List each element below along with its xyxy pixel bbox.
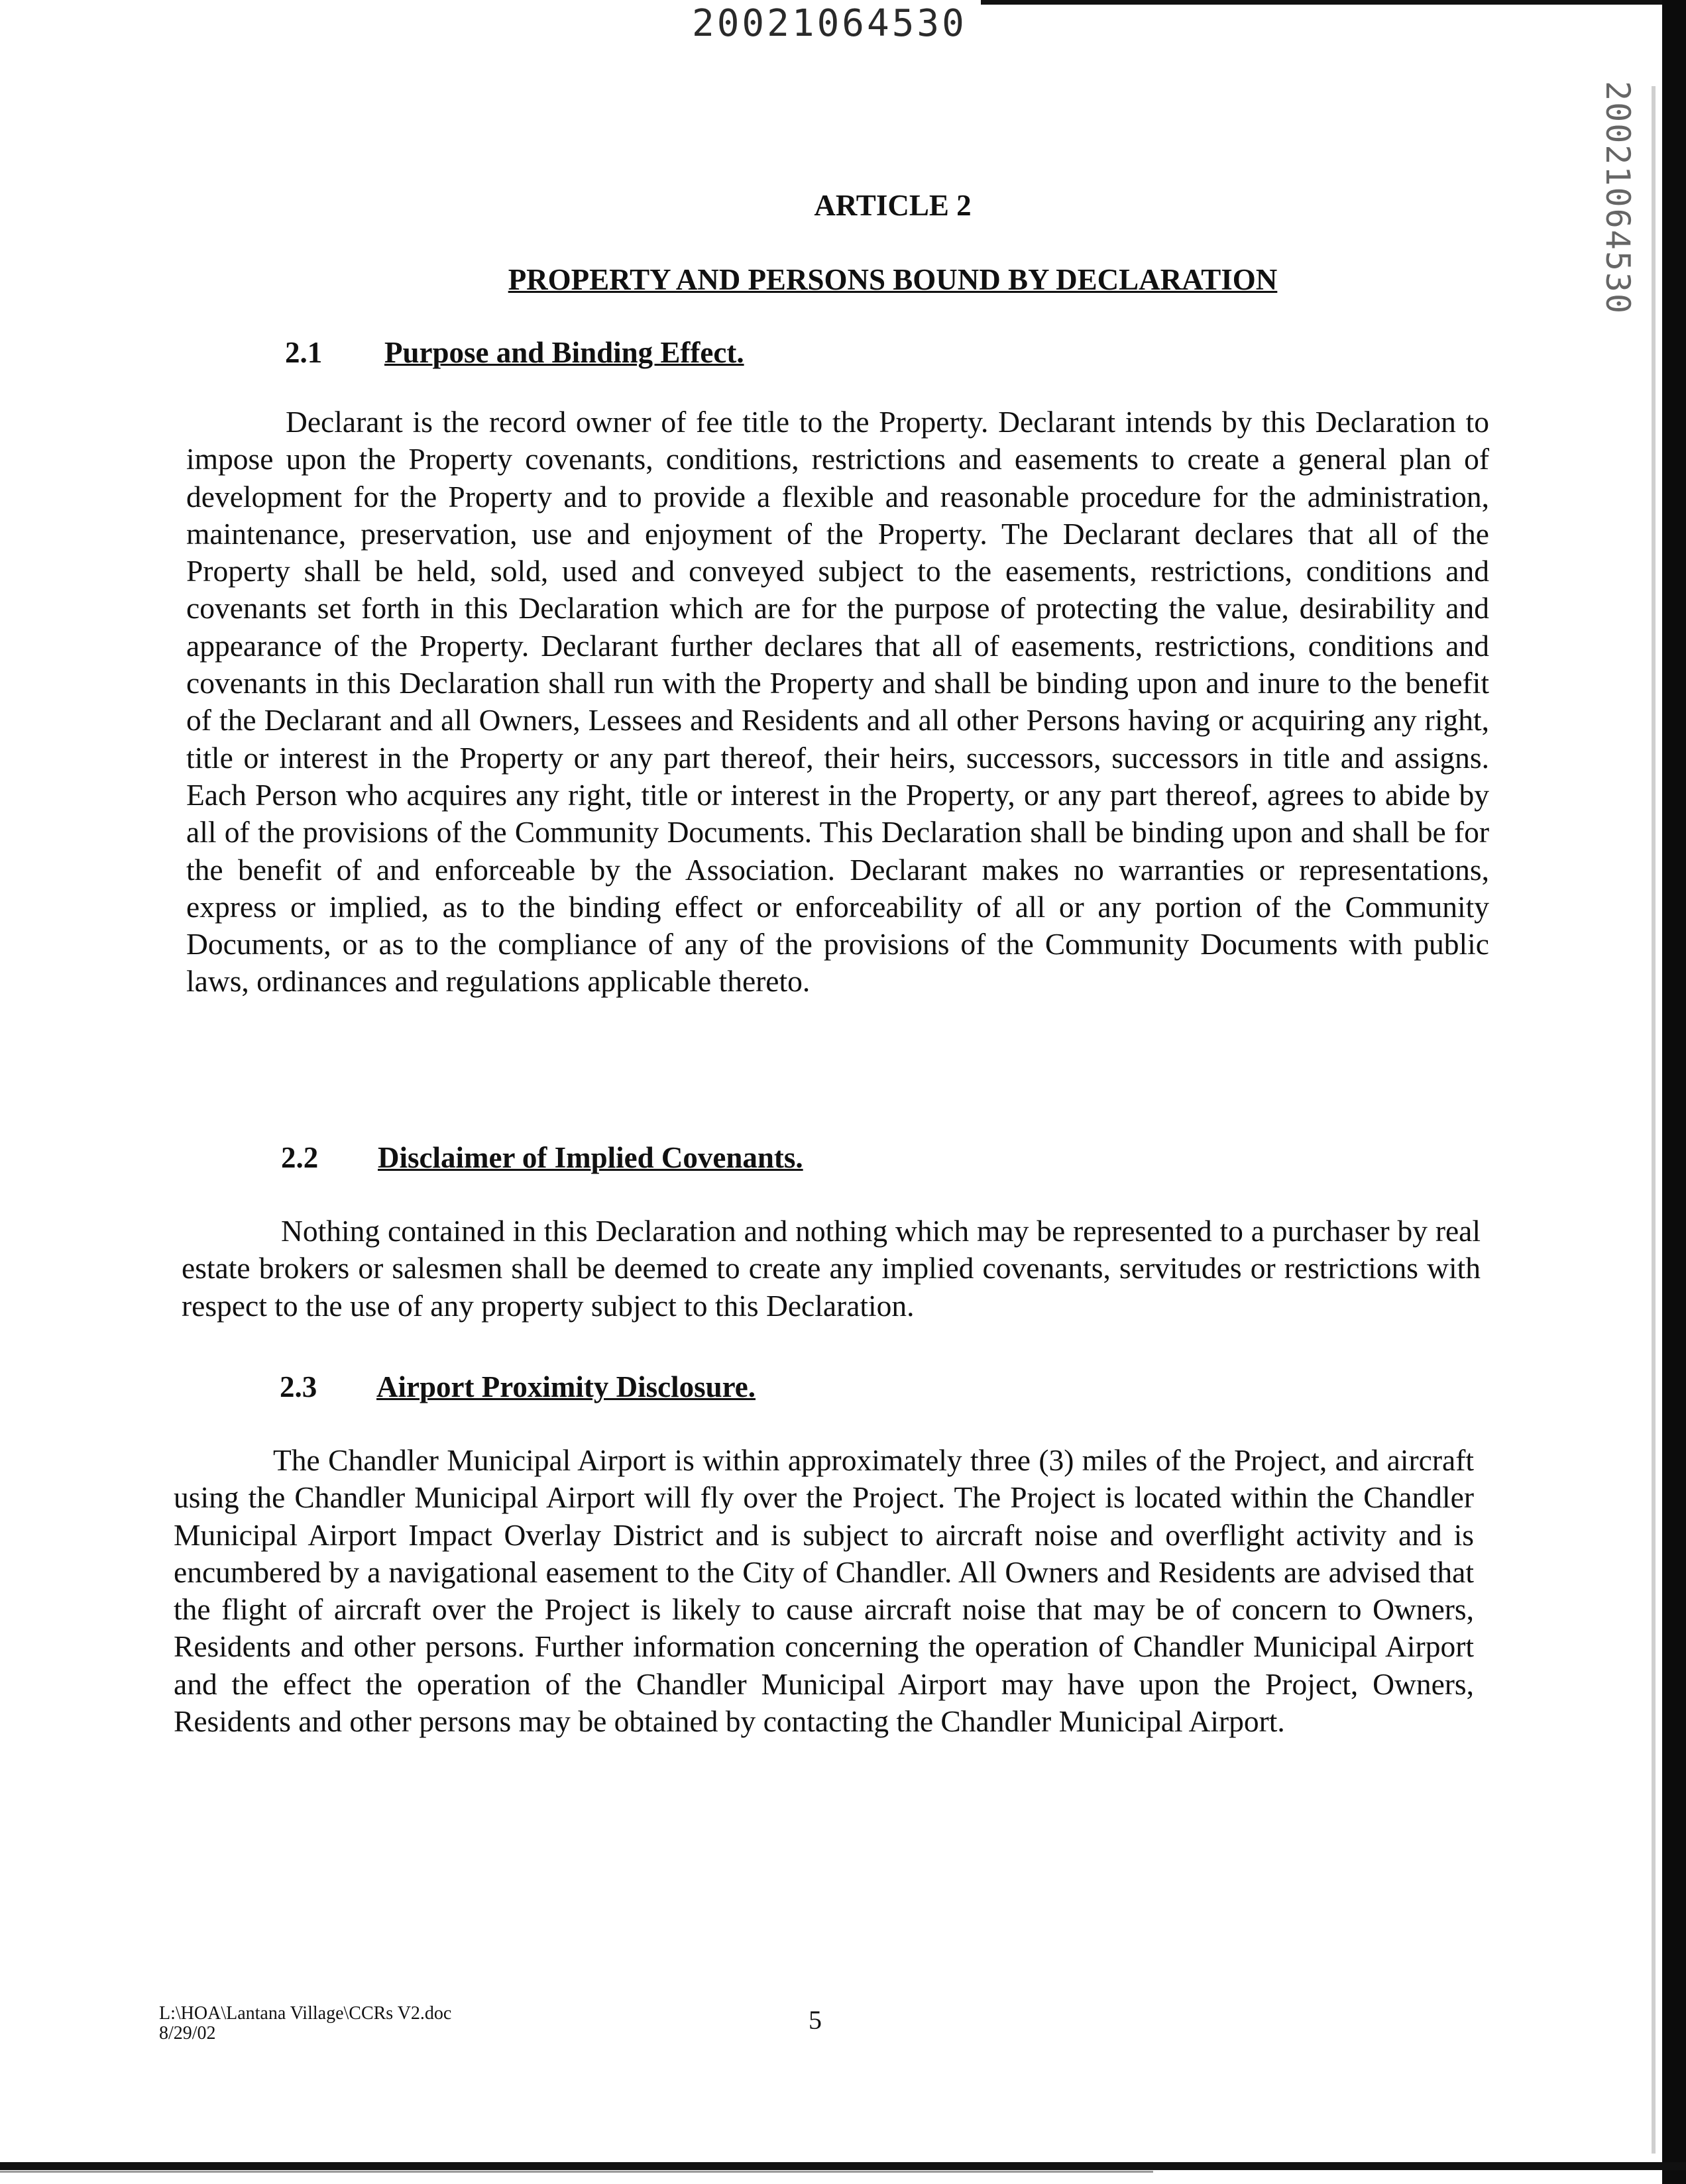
section-heading-2-2 [281,1139,803,1176]
page-number: 5 [809,2005,822,2035]
section-body-2-1: Declarant is the record owner of fee title to the Property. Declarant intends by this Declaration to impose upon the Property covenants, conditions, restrictions and easements to create a general plan of development for the Property and to provide a flexible and reasonable procedure for the administration, maintenance, preservation, use and enjoyment of the Property. The Declarant declares that all of the Property shall be held, sold, used and conveyed subject to the easements, restrictions, conditions and covenants set forth in this Declaration which are for the purpose of protecting the value, desirability and appearance of the Property. Declarant further declares that all of easements, restrictions, conditions and covenants in this Declaration shall run with the Property and shall be binding upon and inure to the benefit of the Declarant and all Owners, Lessees and Residents and all other Persons having or acquiring any right, title or interest in the Property or any part thereof, their heirs, successors, successors in title and assigns. Each Person who acquires any right, title or interest in the Property, or any part thereof, agrees to abide by all of the provisions of the Community Documents. This Declaration shall be binding upon and shall be for the benefit of and enforceable by the Association. Declarant makes no warranties or representations, express or implied, as to the binding effect or enforceability of all or any portion of the Community Documents, or as to the compliance of any of the provisions of the Community Documents with public laws, ordinances and regulations applicable thereto. [186,405,1489,999]
article-heading: ARTICLE 2 [814,189,972,222]
article-title: PROPERTY AND PERSONS BOUND BY DECLARATION [508,263,1278,296]
section-heading-2-1 [285,334,744,371]
section-title: Disclaimer of Implied Covenants. [378,1141,803,1174]
section-number: 2.2 [281,1141,319,1174]
section-body-2-2: Nothing contained in this Declaration and nothing which may be represented to a purchaser by real estate brokers or salesmen shall be deemed to create any implied covenants, servitudes or restrictions with respect to the use of any property subject to this Declaration. [182,1214,1481,1323]
scan-border-right [1662,0,1686,2184]
section-heading-2-3 [280,1368,756,1405]
section-title: Purpose and Binding Effect. [384,336,744,369]
footer-file-path: L:\HOA\Lantana Village\CCRs V2.doc [159,2003,452,2024]
section-body-2-3: The Chandler Municipal Airport is within approximately three (3) miles of the Project, and aircraft using the Chandler Municipal Airport will fly over the Project. The Project is located within the Chandler Municipal Airport Impact Overlay District and is subject to aircraft noise and overflight activity and is encumbered by a navigational easement to the City of Chandler. All Owners and Residents are advised that the flight of aircraft over the Project is likely to cause aircraft noise that may be of concern to Owners, Residents and other persons. Further information concerning the operation of Chandler Municipal Airport and the effect the operation of the Chandler Municipal Airport may have upon the Project, Owners, Residents and other persons may be obtained by contacting the Chandler Municipal Airport. [174,1443,1474,1739]
scan-border-right-shadow [1652,86,1656,2154]
footer-date: 8/29/02 [159,2023,216,2044]
scan-border-bottom [0,2162,1686,2170]
section-title: Airport Proximity Disclosure. [376,1370,756,1403]
document-id-stamp: 20021064530 [692,2,967,45]
section-number: 2.3 [280,1370,317,1403]
document-id-stamp-vertical: 20021064530 [1599,81,1637,315]
section-number: 2.1 [285,336,323,369]
scan-border-bottom-shadow [0,2171,1153,2173]
